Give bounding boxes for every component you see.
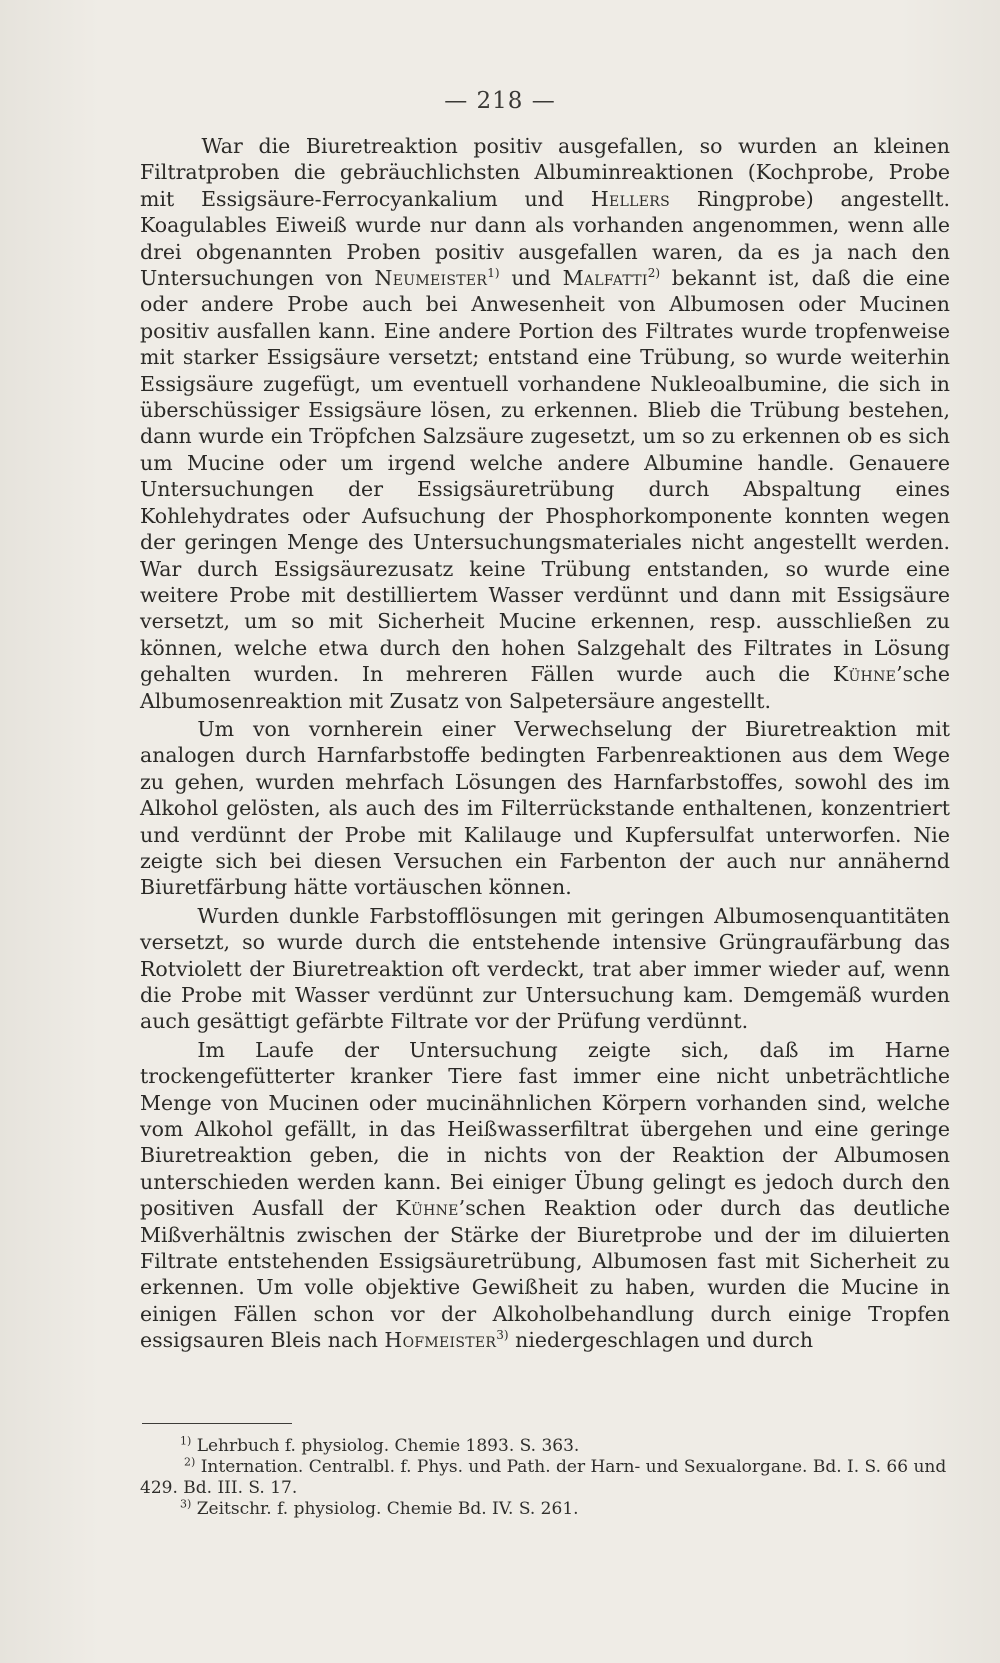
author-name: Kühne <box>395 1196 459 1221</box>
footnote-reference: 2) <box>647 266 661 281</box>
footnotes <box>140 1436 950 1520</box>
author-name: Kühne <box>832 662 897 687</box>
text-run: Um von vornherein einer Verwechselung der Biuretreaktion mit analogen durch Harnfarbstoffe bedingten Farbenreaktionen aus dem Wege zu gehen, wurden mehrfach Lösungen des Harnfarbstoffes, sowohl des im Alkohol gelösten, als auch des im Filterrückstande enthaltenen, konzentriert und verdünnt der Probe mit Kalilauge und Kupfersulfat unterworfen. Nie zeigte sich bei diesen Versuchen ein Farbenton der auch nur annähernd Biuretfärbung hätte vortäuschen können. <box>140 716 950 900</box>
text-run: bekannt ist, daß die eine oder andere Probe auch bei Anwesenheit von Albumosen oder Mucinen positiv ausfallen kann. Eine andere Portion des Filtrates wurde tropfenweise mit starker Essigsäure versetzt; entstand eine Trübung, so wurde weiterhin Essigsäure zugefügt, um eventuell vorhandene Nukleoalbumine, die sich in überschüssiger Essigsäure lösen, zu erkennen. Blieb die Trübung bestehen, dann wurde ein Tröpfchen Salzsäure zugesetzt, um so zu erkennen ob es sich um Mucine oder um irgend welche andere Albumine handle. Genauere Untersuchungen der Essigsäuretrübung durch Abspaltung eines Kohlehydrates oder Aufsuchung der Phosphorkomponente konnten wegen der geringen Menge des Untersuchungsmateriales nicht angestellt werden. War durch Essigsäurezusatz keine Trübung entstanden, so wurde eine weitere Probe mit destilliertem Wasser verdünnt und dann mit Essigsäure versetzt, um so mit Sicherheit Mucine erkennen, resp. ausschließen zu können, welche etwa durch den hohen Salzgehalt des Filtrates in Lösung gehalten wurden. In mehreren Fällen wurde auch die <box>140 266 950 687</box>
text-run: ’sche Albumosenreaktion mit Zusatz von Salpetersäure angestellt. <box>140 662 950 713</box>
footnote-text: Zeitschr. f. physiolog. Chemie Bd. IV. S. 261. <box>191 1499 579 1519</box>
footnote-text: Internation. Centralbl. f. Phys. und Path. der Harn- und Sexualorgane. Bd. I. S. 66 und 429. Bd. III. S. 17. <box>140 1457 947 1498</box>
text-run: und <box>499 266 563 291</box>
footnote-reference: 3) <box>496 1328 509 1343</box>
author-name: Hofmeister <box>384 1328 497 1353</box>
footnote-marker: 2) <box>184 1455 196 1469</box>
text-run: War die Biuretreaktion positiv ausgefallen, so wurden an kleinen Filtratproben die gebräuchlichsten Albuminreaktionen (Kochprobe, Probe mit Essigsäure-Ferrocyankalium und <box>140 134 950 211</box>
footnote-divider <box>142 1423 292 1424</box>
footnote <box>140 1457 950 1499</box>
footnote <box>140 1436 950 1457</box>
paragraph <box>140 716 950 901</box>
footnote-marker: 1) <box>180 1434 192 1448</box>
footnote-reference: 1) <box>487 266 500 281</box>
author-name: Malfatti <box>562 266 648 291</box>
text-run: ’schen Reaktion oder durch das deutliche Mißverhältnis zwischen der Stärke der Biuretprobe und der im diluierten Filtrate entstehenden Essigsäuretrübung, Albumosen fast mit Sicherheit zu erkennen. Um volle objektive Gewißheit zu haben, wurden die Mucine in einigen Fällen schon vor der Alkoholbehandlung durch einige Tropfen essigsauren Bleis nach <box>140 1196 950 1353</box>
footnote <box>140 1499 950 1520</box>
body-text <box>140 133 950 1356</box>
text-run: Ringprobe) angestellt. Koagulables Eiweiß wurde nur dann als vorhanden angenommen, wenn alle drei obgenannten Proben positiv ausgefallen waren, da es ja nach den Untersuchungen von <box>140 186 950 291</box>
paragraph <box>140 1037 950 1354</box>
text-run: niedergeschlagen und durch <box>508 1328 814 1353</box>
page-number: — 218 — <box>444 88 556 114</box>
text-run: Wurden dunkle Farbstofflösungen mit geringen Albumosenquantitäten versetzt, so wurde durch die entstehende intensive Grüngraufärbung das Rotviolett der Biuretreaktion oft verdeckt, trat aber immer wieder auf, wenn die Probe mit Wasser verdünnt zur Untersuchung kam. Demgemäß wurden auch gesättigt gefärbte Filtrate vor der Prüfung verdünnt. <box>140 903 950 1034</box>
text-run: Im Laufe der Untersuchung zeigte sich, daß im Harne trockengefütterter kranker Tiere fast immer eine nicht unbeträchtliche Menge von Mucinen oder mucinähnlichen Körpern vorhanden sind, welche vom Alkohol gefällt, in das Heißwasserfiltrat übergehen und eine geringe Biuretreaktion geben, die in nichts von der Reaktion der Albumosen unterschieden werden kann. Bei einiger Übung gelingt es jedoch durch den positiven Ausfall der <box>140 1037 950 1221</box>
author-name: Neumeister <box>374 266 488 291</box>
author-name: Hellers <box>590 186 671 211</box>
paragraph <box>140 133 950 714</box>
footnote-marker: 3) <box>180 1497 192 1511</box>
paragraph <box>140 903 950 1035</box>
footnote-text: Lehrbuch f. physiolog. Chemie 1893. S. 363. <box>191 1436 580 1456</box>
